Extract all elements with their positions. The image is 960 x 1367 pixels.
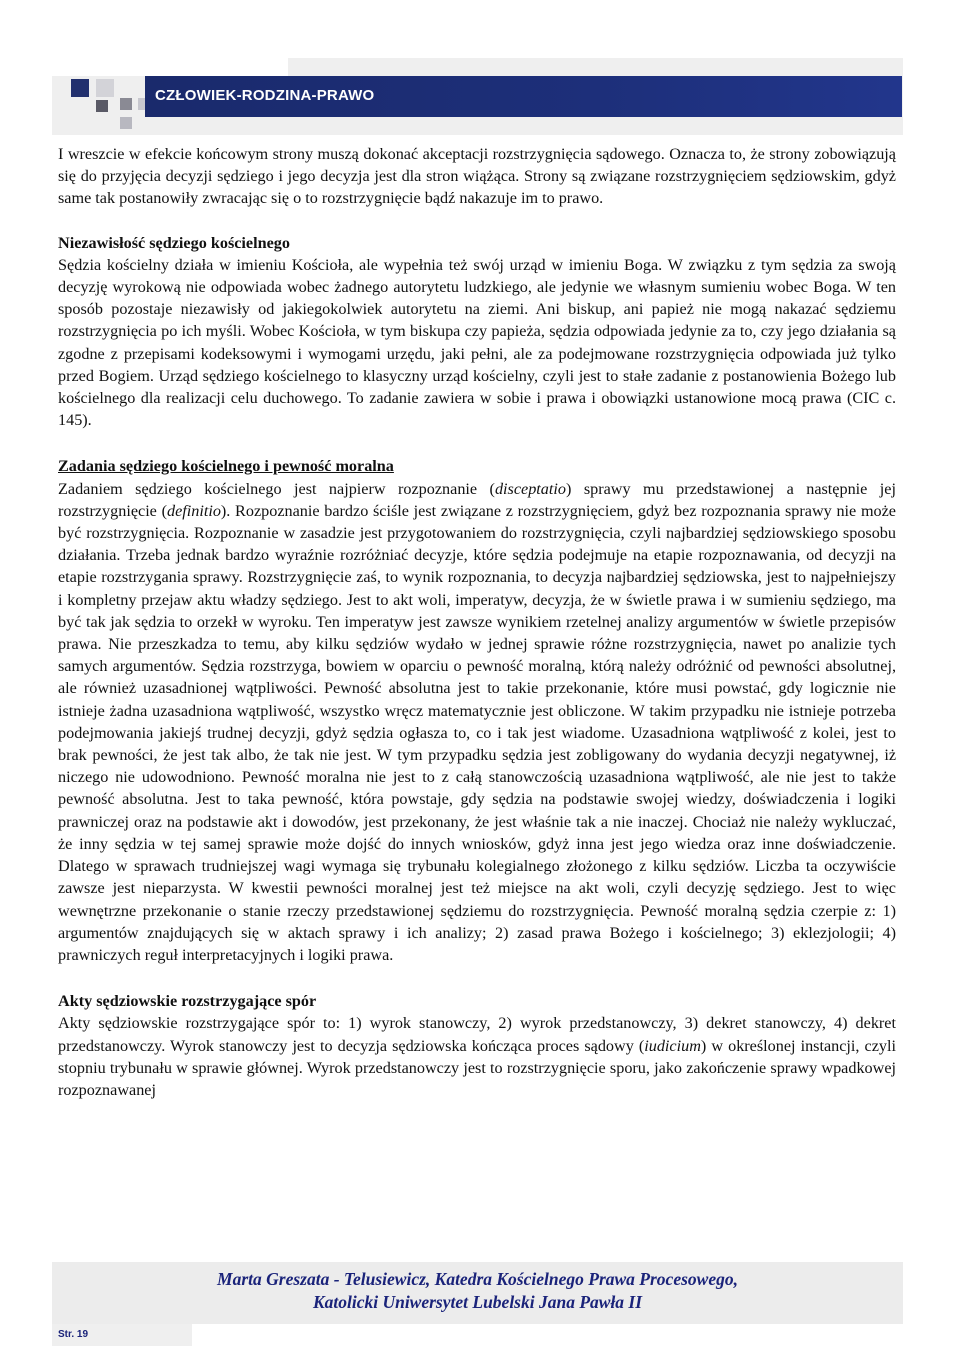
section-paragraph-independence: Sędzia kościelny działa w imieniu Kościoła, ale wypełnia też swój urząd w imieniu Boga. W związku z tym sędzia za swoją decyzję wyrokową nie odpowiada wobec żadnego autorytetu ludzkiego, ale jedynie we własnym sumieniu wobec Boga. W ten sposób pozostaje niezawisły od jakiegokolwiek autorytetu na ziemi. Ani biskup, ani papież nie mogą nakazać sędziemu rozstrzygnięcia po ich myśli. Wobec Kościoła, w tym biskupa czy papieża, sędzia odpowiada jedynie za to, czy jego działania są zgodne z przepisami kodeksowymi i wymogami urzędu, jaki pełni, ale za podejmowane rozstrzygnięcia odpowiada już tylko przed Bogiem. Urząd sędziego kościelnego to klasyczny urząd kościelny, czyli jest to stałe zadanie z postanowienia Bożego lub kościelnego dla realizacji celu duchowego. To zadanie zawiera w sobie i prawa i obowiązki ustanowione mocą prawa (CIC c. 145). xyxy=(58,255,896,430)
section-paragraph-duties xyxy=(58,478,896,966)
intro-paragraph: I wreszcie w efekcie końcowym strony muszą dokonać akceptacji rozstrzygnięcia sądowego. Oznacza to, że strony zobowiązują się do przyjęcia decyzji sędziego i jego decyzja jest dla stron wiążąca. Strony są związane rozstrzygnięciem sędziowskim, gdyż same tak postanowiły zwracając się o to rozstrzygnięcie bądź nakazuje im to prawo. xyxy=(58,145,896,208)
page-number: Str. 19 xyxy=(58,1329,89,1340)
decorative-square xyxy=(120,117,132,129)
footer-line-1: Marta Greszata - Telusiewicz, Katedra Kościelnego Prawa Procesowego, xyxy=(217,1269,738,1289)
section-heading-duties: Zadania sędziego kościelnego i pewność moralna xyxy=(58,457,394,476)
text-run: ) sprawy mu przedstawionej a następnie jej rozstrzygnięcie ( xyxy=(58,479,896,520)
text-run: ) w określonej instancji, czyli stopniu trybunału w sprawie głównej. Wyrok przedstanowczy jest to rozstrzygnięcie sporu, jako zakończenie sprawy wpadkowej rozpoznawanej xyxy=(58,1036,896,1099)
footer-author xyxy=(52,1268,903,1314)
footer-line-2: Katolicki Uniwersytet Lubelski Jana Pawła II xyxy=(312,1292,643,1312)
text-run: Akty sędziowskie rozstrzygające spór to: 1) wyrok stanowczy, 2) wyrok przedstanowczy, 3) dekret stanowczy, 4) dekret przedstanowczy. Wyrok stanowczy jest to decyzja sędziowska kończąca proces sądowy ( xyxy=(58,1014,896,1055)
section-heading-judicial-acts: Akty sędziowskie rozstrzygające spór xyxy=(58,992,317,1011)
document-body xyxy=(58,143,896,1101)
latin-term-definitio: definitio xyxy=(166,501,221,520)
latin-term-iudicium: iudicium xyxy=(644,1036,701,1055)
section-paragraph-judicial-acts xyxy=(58,1012,896,1101)
decorative-square xyxy=(96,100,108,112)
header-top-notch xyxy=(52,58,288,76)
decorative-square xyxy=(71,79,89,97)
section-heading-independence: Niezawisłość sędziego kościelnego xyxy=(58,233,290,252)
decorative-square xyxy=(96,79,114,97)
text-run: ). Rozpoznanie bardzo ściśle jest związane z rozstrzygnięciem, gdyż bez rozpoznania sprawy nie może być rozstrzygnięcia. Rozpoznanie w zasadzie jest przygotowaniem do rozstrzygnięcia, czyli najbardziej sędziowskiego sposobu działania. Trzeba jednak bardzo wyraźnie rozróżniać decyzje, które sędzia podejmuje na etapie rozpoznawania, od decyzji na etapie rozstrzygania sprawy. Rozstrzygnięcie zaś, to wynik rozpoznania, to decyzja najbardziej sędziowska, jest to najpełniejszy i kompletny przejaw aktu władzy sędziego. Jest to akt woli, imperatyw, decyzja, że w świetle prawa i w sumieniu sędziego, ma być tak jak sędzia to orzekł w wyroku. Ten imperatyw jest zawsze wynikiem rzetelnej analizy argumentów w świetle przepisów prawa. Nie przeszkadza to temu, aby kilku sędziów wydało w jednej sprawie różne rozstrzygnięcia, nawet po analizie tych samych argumentów. Sędzia rozstrzyga, bowiem w oparciu o pewność moralną, którą należy odróżnić od pewności absolutnej, ale również uzasadnionej wątpliwości. Pewność absolutna jest to takie przekonanie, które musi powstać, gdy logicznie nie istnieje żadna uzasadniona wątpliwość, wszystko wręcz matematycznie jest obliczone. W takim przypadku nie istnieje potrzeba podejmowania jakiejś trudnej decyzji, gdyż sędzia ogłasza to, co i tak jest wiadome. Uzasadniona wątpliwość z kolei, jest to brak pewności, że jest tak albo, że tak nie jest. W tym przypadku sędzia jest zobligowany do wydania decyzji negatywnej, iż niczego nie udowodniono. Pewność moralna nie jest to z całą stanowczością uzasadniona wątpliwość, ale nie jest to także pewność absolutna. Jest to taka pewność, która powstaje, gdy sędzia na podstawie swojej wiedzy, doświadczenia i logiki prawniczej oraz na podstawie akt i dowodów, jest przekonany, że jest właśnie tak a nie inaczej. Chociaż nie należy wykluczać, że inny sędzia w tej samej sprawie może dojść do innych wniosków, gdyż inna jest jego wiedza oraz inne doświadczenie. Dlatego w sprawach trudniejszej wagi wymaga się trybunału kolegialnego złożonego z kilku sędziów. Liczba ta oczywiście zawsze jest nieparzysta. W kwestii pewności moralnej jest też miejsce na akt woli, czyli decyzję sędziego. Jest to więc wewnętrzne przekonanie o stanie rzeczy przedstawionej sędziemu do rozstrzygnięcia. Pewność moralną sędzia czerpie z: 1) argumentów znajdujących się w aktach sprawy i ich analizy; 2) zasad prawa Bożego i kościelnego; 3) eklezjologii; 4) prawniczych reguł interpretacyjnych i logiki prawa. xyxy=(58,501,896,964)
text-run: Zadaniem sędziego kościelnego jest najpierw rozpoznanie ( xyxy=(58,479,495,498)
latin-term-disceptatio: disceptatio xyxy=(494,479,566,498)
header-title: CZŁOWIEK-RODZINA-PRAWO xyxy=(155,87,375,104)
decorative-square xyxy=(120,98,132,110)
